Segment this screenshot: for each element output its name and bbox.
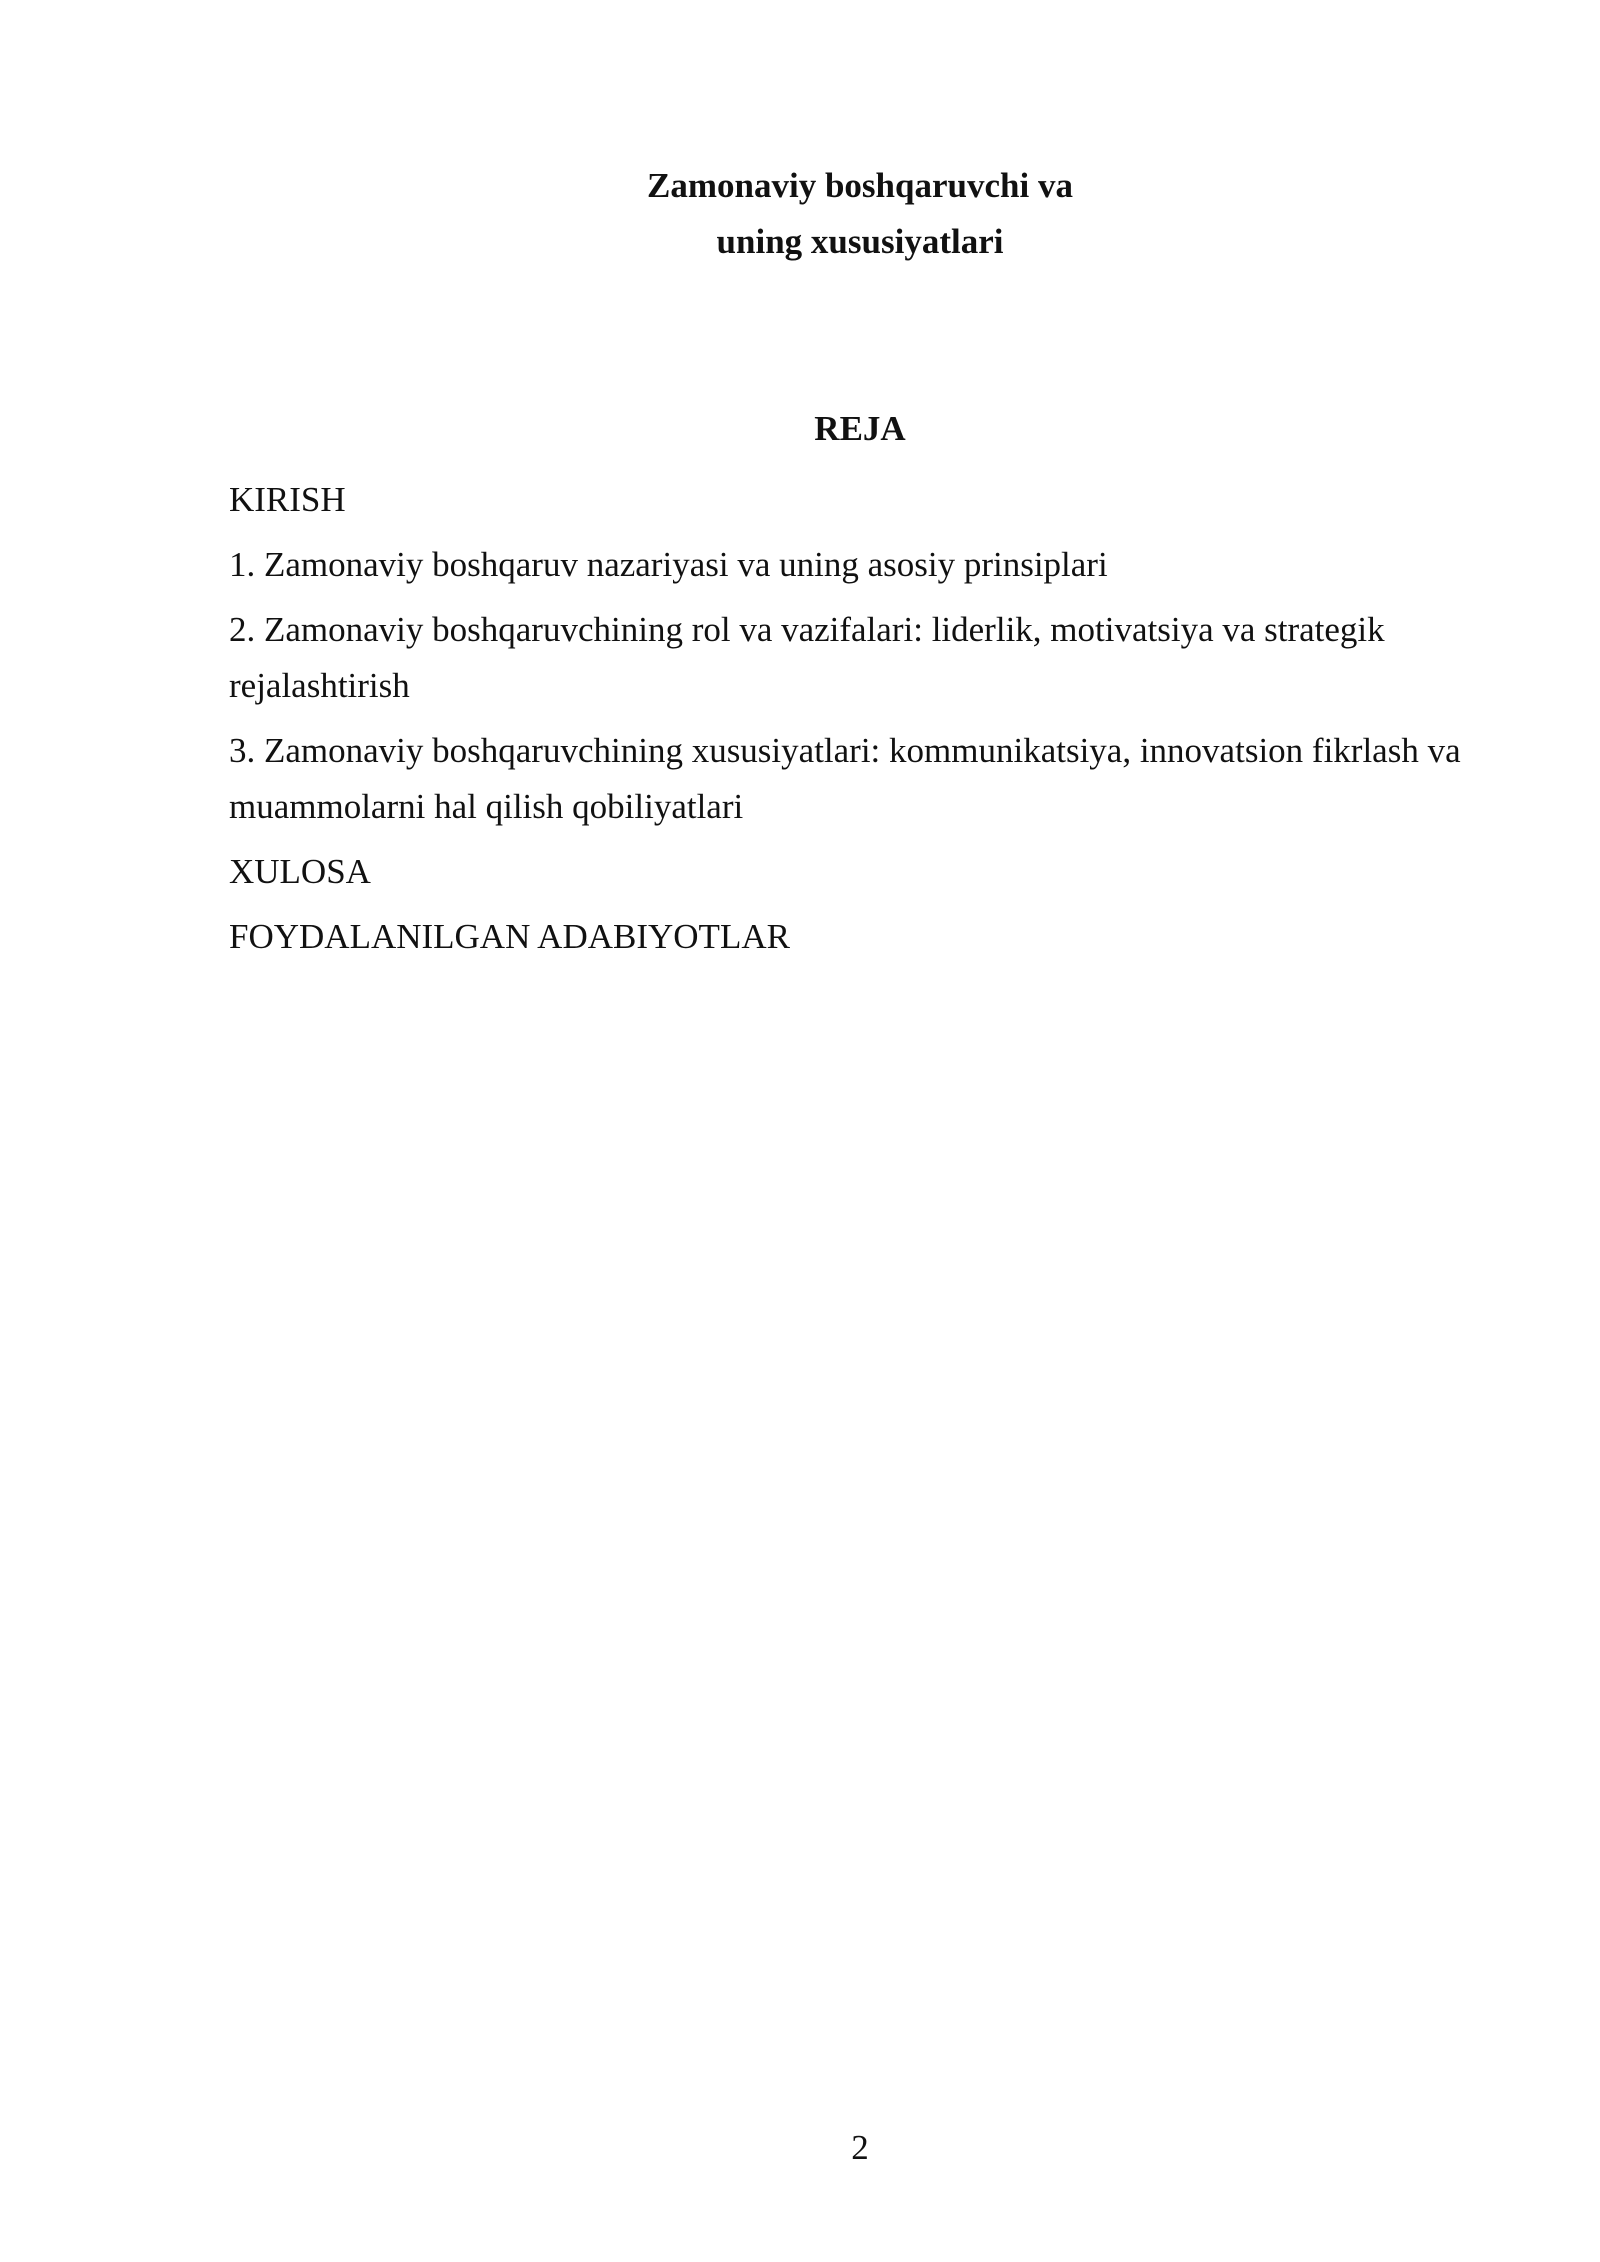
plan-list <box>229 472 1489 974</box>
page-number: 2 <box>851 2128 869 2167</box>
plan-heading: REJA <box>814 409 906 448</box>
plan-item-references: FOYDALANILGAN ADABIYOTLAR <box>229 917 790 956</box>
plan-item-conclusion: XULOSA <box>229 852 371 891</box>
plan-item-1: 1. Zamonaviy boshqaruv nazariyasi va uning asosiy prinsiplari <box>229 545 1108 584</box>
plan-item-introduction: KIRISH <box>229 480 346 519</box>
plan-item-2: 2. Zamonaviy boshqaruvchining rol va vazifalari: liderlik, motivatsiya va strategik rejalashtirish <box>229 610 1385 705</box>
title-line-1: Zamonaviy boshqaruvchi va <box>647 166 1073 205</box>
title-line-2: uning xususiyatlari <box>716 222 1004 261</box>
plan-item-3: 3. Zamonaviy boshqaruvchining xususiyatlari: kommunikatsiya, innovatsion fikrlash va muammolarni hal qilish qobiliyatlari <box>229 731 1461 826</box>
document-title <box>0 158 1600 270</box>
